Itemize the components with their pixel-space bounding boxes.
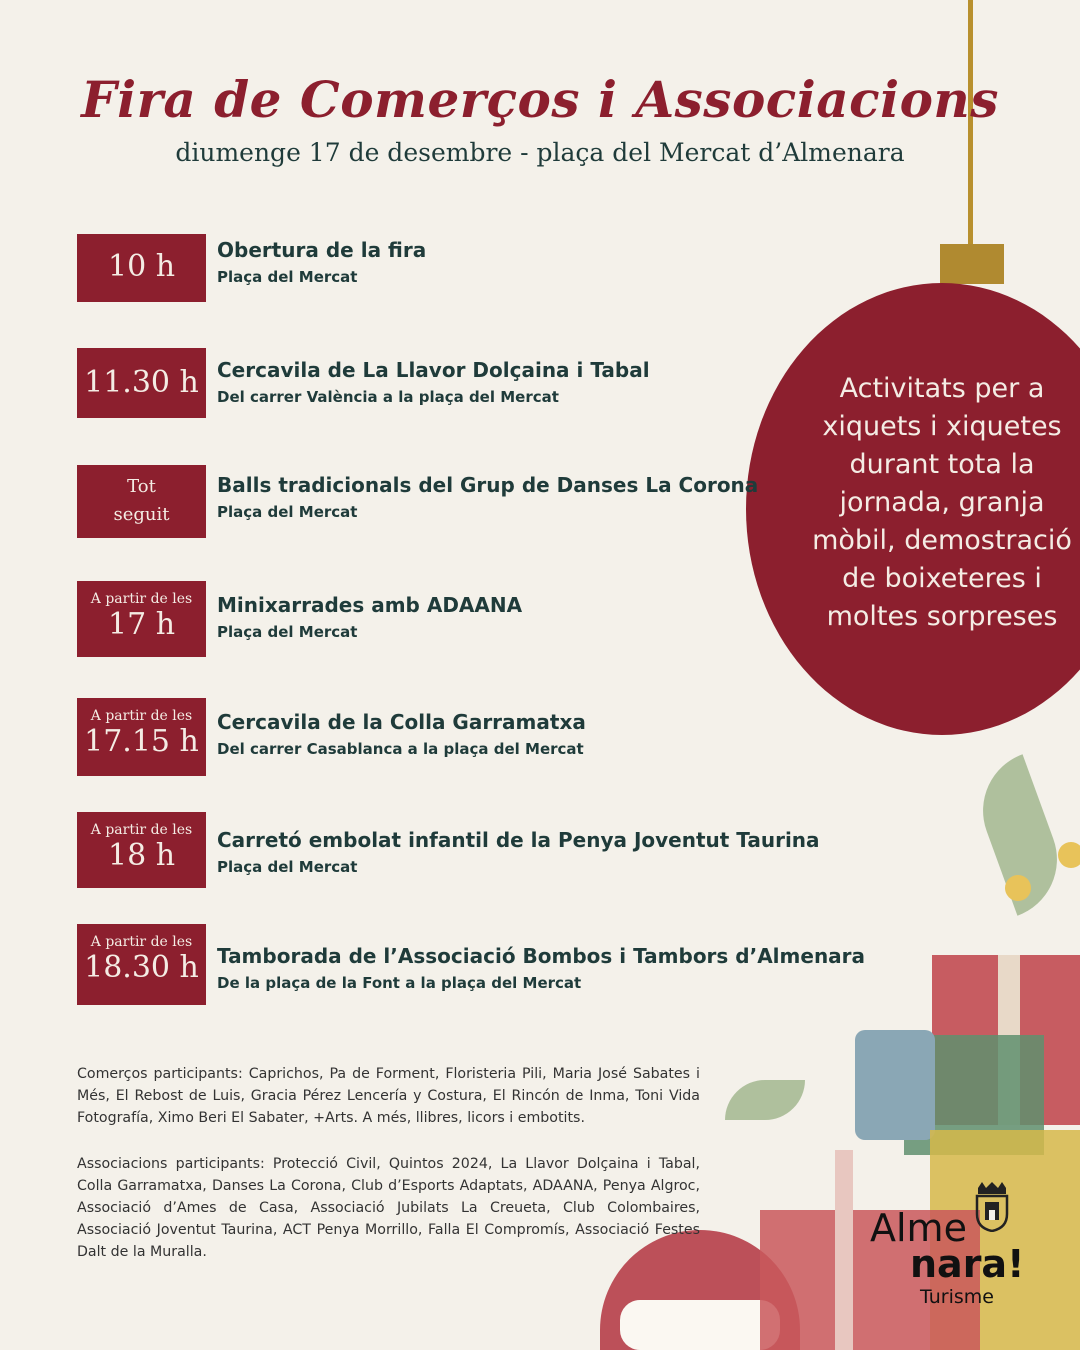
- event-item: [77, 698, 857, 778]
- event-time: seguit: [113, 504, 170, 525]
- ornament-activities-text: Activitats per a xiquets i xiquetes durant tota la jornada, granja mòbil, demostració de boixeteres i moltes sorpreses: [812, 373, 1072, 632]
- time-badge: [77, 698, 206, 776]
- event-time: 11.30 h: [84, 365, 199, 400]
- event-time: 18 h: [107, 838, 176, 873]
- event-title: Cercavila de La Llavor Dolçaina i Tabal: [217, 358, 650, 382]
- crest-icon: [974, 1180, 1010, 1232]
- event-item: [77, 234, 857, 314]
- event-title: Tamborada de l’Associació Bombos i Tambors d’Almenara: [217, 944, 866, 968]
- ornament-cap: [940, 244, 1004, 284]
- event-item: [77, 924, 866, 1004]
- event-item: [77, 465, 857, 545]
- event-item: [77, 348, 857, 428]
- event-time-prefix: A partir de les: [90, 591, 193, 607]
- time-badge: [77, 465, 206, 538]
- holly-leaf-decoration: [725, 1080, 805, 1120]
- event-title: Cercavila de la Colla Garramatxa: [217, 710, 586, 734]
- event-title: Carretó embolat infantil de la Penya Joventut Taurina: [217, 828, 820, 852]
- time-badge: [77, 924, 206, 1005]
- time-badge: [77, 812, 206, 888]
- event-time-prefix: A partir de les: [90, 708, 193, 724]
- event-item: [77, 812, 857, 892]
- event-title: Obertura de la fira: [217, 238, 427, 262]
- logo-text-line3: Turisme: [920, 1286, 994, 1308]
- event-title: Minixarrades amb ADAANA: [217, 593, 523, 617]
- time-badge: [77, 581, 206, 657]
- event-time-prefix: Tot: [127, 476, 156, 497]
- time-badge: [77, 348, 206, 418]
- event-time: 18.30 h: [84, 950, 199, 985]
- event-place: Del carrer València a la plaça del Mercat: [217, 388, 559, 406]
- logo-text-line1: Alme: [870, 1206, 967, 1250]
- event-time-prefix: A partir de les: [90, 934, 193, 950]
- event-place: Plaça del Mercat: [217, 858, 358, 876]
- event-time: 10 h: [107, 249, 176, 284]
- logo-text-line2: nara!: [910, 1242, 1025, 1286]
- time-badge: [77, 234, 206, 302]
- page-subtitle: diumenge 17 de desembre - plaça del Mercat d’Almenara: [175, 138, 905, 167]
- berry-decoration: [1005, 875, 1031, 901]
- event-place: Plaça del Mercat: [217, 503, 358, 521]
- christmas-sock-decoration: [855, 1030, 935, 1140]
- participating-shops-text: Comerços participants: Caprichos, Pa de Forment, Floristeria Pili, Maria José Sabates i Més, El Rebost de Luis, Gracia Pérez Lencería y Costura, El Rincón de Inma, Toni Vida Fotografía, Ximo Beri El Sabater, +Arts. A més, llibres, licors i embotits.: [77, 1066, 700, 1126]
- santa-hat-band-decoration: [620, 1300, 780, 1350]
- berry-decoration: [1058, 842, 1080, 868]
- event-item: [77, 581, 857, 661]
- page-title: Fira de Comerços i Associacions: [81, 70, 999, 129]
- event-place: Plaça del Mercat: [217, 623, 358, 641]
- event-time-prefix: A partir de les: [90, 822, 193, 838]
- event-place: Plaça del Mercat: [217, 268, 358, 286]
- event-place: Del carrer Casablanca a la plaça del Mercat: [217, 740, 584, 758]
- event-time: 17 h: [107, 607, 176, 642]
- almenara-turisme-logo: [870, 1180, 1050, 1310]
- event-time: 17.15 h: [84, 724, 199, 759]
- event-title: Balls tradicionals del Grup de Danses La Corona: [217, 473, 759, 497]
- participating-associations-text: Associacions participants: Protecció Civil, Quintos 2024, La Llavor Dolçaina i Tabal, Colla Garramatxa, Danses La Corona, Club d’Esports Adaptats, ADAANA, Penya Algroc, Associació d’Ames de Casa, Associació Jubilats La Creueta, Club Colombaires, Associació Joventut Taurina, ACT Penya Morrillo, Falla El Compromís, Associació Festes Dalt de la Muralla.: [77, 1156, 700, 1260]
- event-place: De la plaça de la Font a la plaça del Mercat: [217, 974, 582, 992]
- gift-ribbon-decoration: [835, 1150, 853, 1350]
